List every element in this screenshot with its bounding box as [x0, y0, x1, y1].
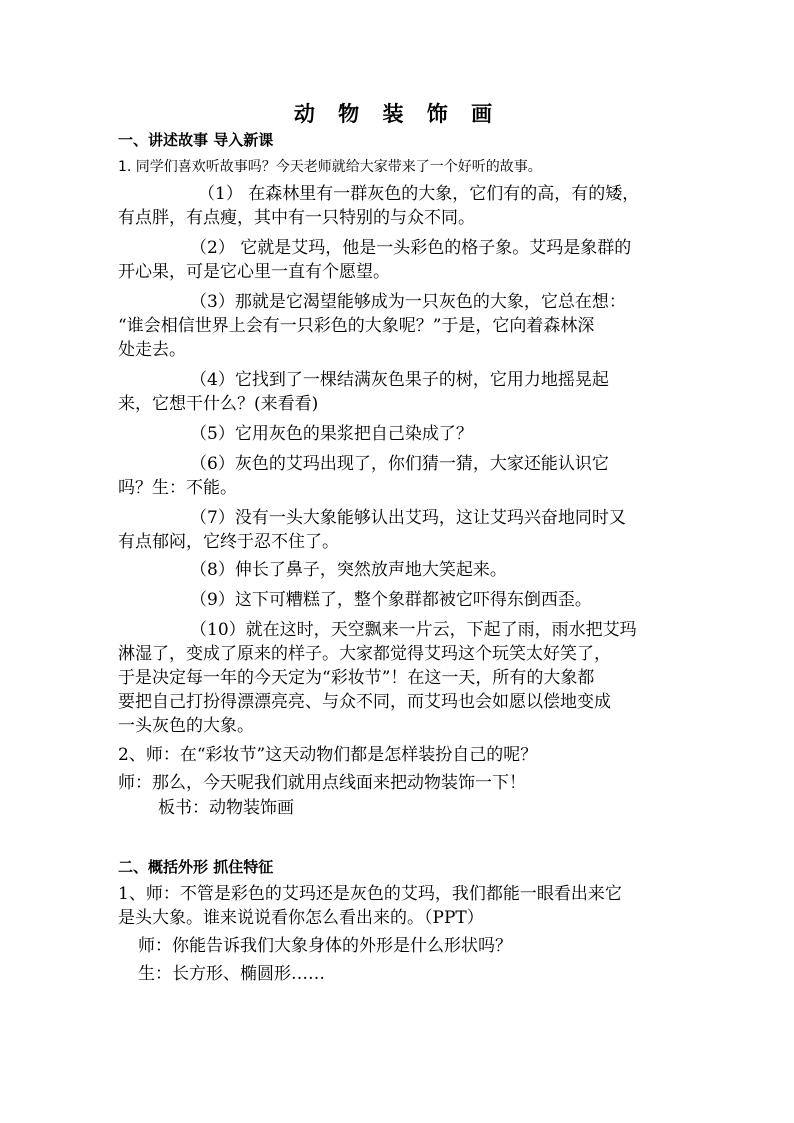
paragraph-2-line-1: （2） 它就是艾玛，他是一头彩色的格子象。艾玛是象群的	[190, 238, 632, 258]
board-writing: 板书：动物装饰画	[158, 798, 294, 818]
teacher-line-1: 师：那么，今天呢我们就用点线面来把动物装饰一下！	[118, 773, 526, 793]
paragraph-4-line-1: （4）它找到了一棵结满灰色果子的树，它用力地摇晃起	[190, 370, 609, 390]
paragraph-3-line-1: （3）那就是它渴望能够成为一只灰色的大象，它总在想：	[190, 292, 626, 312]
paragraph-1-line-2: 有点胖，有点瘦，其中有一只特别的与众不同。	[118, 208, 475, 228]
paragraph-6-line-2: 吗？生：不能。	[118, 478, 237, 498]
section-2-heading: 二、概括外形 抓住特征	[118, 858, 274, 876]
paragraph-7-line-1: （7）没有一头大象能够认出艾玛，这让艾玛兴奋地同时又	[190, 508, 626, 528]
paragraph-3-line-2: “谁会相信世界上会有一只彩色的大象呢？”于是，它向着森林深	[118, 316, 595, 336]
paragraph-10-line-4: 要把自己打扮得漂漂亮亮、与众不同，而艾玛也会如愿以偿地变成	[118, 692, 611, 712]
paragraph-10-line-1: （10）就在这时，天空飘来一片云，下起了雨，雨水把艾玛	[190, 620, 637, 640]
teacher-line-2: 师：你能告诉我们大象身体的外形是什么形状吗？	[138, 936, 512, 956]
page-title: 动 物 装 饰 画	[293, 102, 501, 126]
paragraph-5: （5）它用灰色的果浆把自己染成了？	[190, 424, 473, 444]
paragraph-3-line-3: 处走去。	[118, 340, 186, 360]
student-answer: 生：长方形、椭圆形……	[138, 964, 325, 984]
paragraph-1-line-1: （1） 在森林里有一群灰色的大象，它们有的高，有的矮，	[198, 184, 640, 204]
section-2-item-1-line-2: 是头大象。谁来说说看你怎么看出来的。（PPT）	[118, 908, 484, 928]
section-2-item-1-line-1: 1、师：不管是彩色的艾玛还是灰色的艾玛，我们都能一眼看出来它	[118, 884, 622, 904]
paragraph-10-line-3: 于是决定每一年的今天定为“彩妆节”！在这一天，所有的大象都	[118, 668, 595, 688]
paragraph-10-line-5: 一头灰色的大象。	[118, 716, 254, 736]
item-2: 2、师：在“彩妆节”这天动物们都是怎样装扮自己的呢？	[118, 745, 538, 765]
paragraph-9: （9）这下可糟糕了，整个象群都被它吓得东倒西歪。	[190, 590, 592, 610]
paragraph-8: （8）伸长了鼻子，突然放声地大笑起来。	[190, 560, 507, 580]
item-1: 1. 同学们喜欢听故事吗？今天老师就给大家带来了一个好听的故事。	[118, 159, 542, 175]
paragraph-4-line-2: 来，它想干什么？(来看看)	[118, 394, 319, 414]
section-1-heading: 一、讲述故事 导入新课	[118, 131, 274, 149]
paragraph-2-line-2: 开心果，可是它心里一直有个愿望。	[118, 262, 390, 282]
paragraph-7-line-2: 有点郁闷，它终于忍不住了。	[118, 532, 339, 552]
paragraph-10-line-2: 淋湿了，变成了原来的样子。大家都觉得艾玛这个玩笑太好笑了，	[118, 644, 611, 664]
paragraph-6-line-1: （6）灰色的艾玛出现了，你们猜一猜，大家还能认识它	[190, 454, 609, 474]
